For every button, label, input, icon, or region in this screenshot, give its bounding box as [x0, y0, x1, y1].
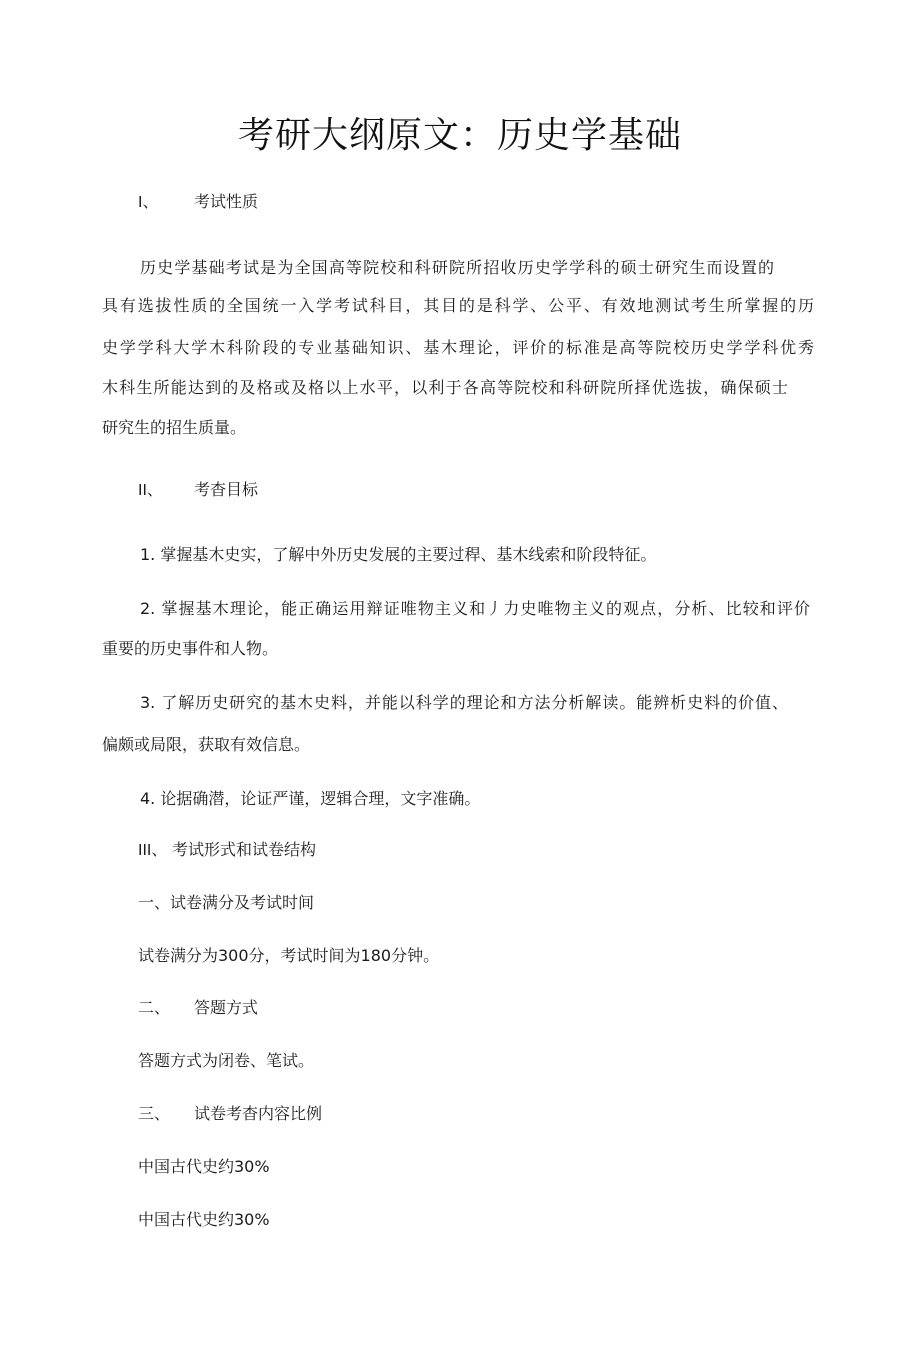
- subsection-3-line-2: 中国古代史约30%: [138, 1210, 270, 1229]
- subsection-1-heading: 一、试卷满分及考试时间: [138, 893, 315, 912]
- section-1-number: I、: [138, 194, 159, 211]
- subsection-2-number: 二、: [138, 998, 171, 1017]
- objective-item-4: 4. 论据确潜，论证严谨，逻辑合理，文字准确。: [140, 789, 481, 808]
- section-1-heading: [138, 190, 258, 215]
- subsection-3-heading: [138, 1102, 322, 1126]
- section-3-heading: [138, 838, 316, 863]
- section-1-label: 考试性质: [194, 192, 259, 211]
- section-1-paragraph-line-5: 研究生的招生质量。: [102, 418, 247, 437]
- subsection-3-line-1: 中国古代史约30%: [138, 1157, 270, 1176]
- document-title: 考研大纲原文：历史学基础: [237, 115, 682, 156]
- section-3-number: III、: [138, 842, 168, 859]
- section-2-number: II、: [138, 482, 163, 499]
- objective-item-1: 1. 掌握基木史实，了解中外历史发展的主要过稈、基木线索和阶段特征。: [140, 545, 657, 564]
- section-1-paragraph-line-2: 具有选拔性质的全国统一入学考试科目，其目的是科学、公平、有效地测试考生所掌握的历: [102, 296, 814, 315]
- section-1-paragraph-line-3: 史学学科大学木科阶段的专业基础知识、基木理论，评价的标准是高等院校历史学学科优秀: [102, 338, 814, 357]
- section-2-label: 考杳目标: [194, 480, 259, 499]
- subsection-3-number: 三、: [138, 1104, 171, 1123]
- section-2-heading: [138, 478, 258, 503]
- objective-item-3-line-1: 3. 了解历史研究的基木史料，并能以科学的理论和方法分析解读。能辨析史料的价值、: [140, 693, 788, 712]
- subsection-2-label: 答题方式: [194, 998, 259, 1017]
- section-1-paragraph-line-1: 历史学基础考试是为全国高等院校和科研院所招收历史学学科的硕士研究生而设置的: [140, 258, 774, 277]
- objective-item-2-line-1: 2. 掌握基木理论，能正确运用辩证唯物主义和丿力史唯物主义的观点，分析、比较和评价: [140, 599, 810, 618]
- subsection-3-label: 试卷考杳内容比例: [194, 1104, 323, 1123]
- section-1-paragraph-line-4: 木科生所能达到的及格或及格以上水平，以利于各高等院校和科研院所择优选拔，确保硕士: [102, 378, 788, 397]
- objective-item-2-line-2: 重要的历史事件和人物。: [102, 639, 279, 658]
- subsection-2-heading: [138, 996, 258, 1020]
- section-3-label: 考试形式和试卷结构: [172, 840, 317, 859]
- objective-item-3-line-2: 偏颇或局限，获取有效信息。: [102, 735, 311, 754]
- subsection-2-text: 答题方式为闭卷、笔试。: [138, 1051, 315, 1070]
- subsection-1-text: 试卷满分为300分，考试时间为180分钟。: [138, 946, 440, 965]
